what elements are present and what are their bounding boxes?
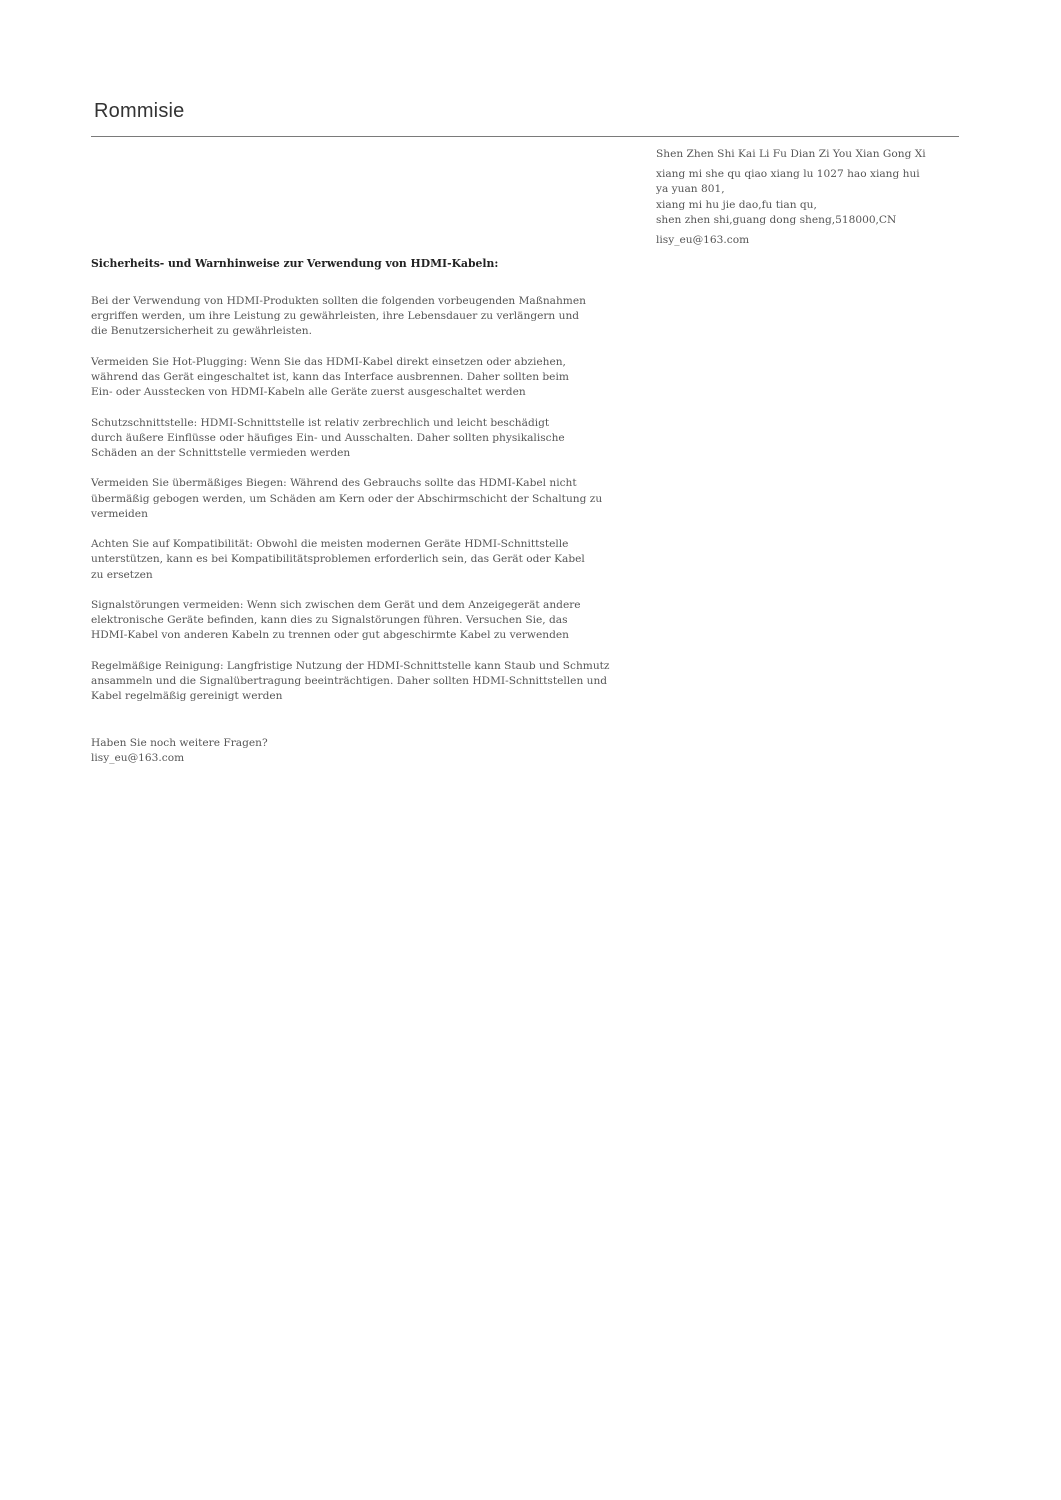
bending-paragraph: Vermeiden Sie übermäßiges Biegen: Während des Gebrauchs sollte das HDMI-Kabel nicht übermäßig gebogen werden, um Schäden am Kern oder der Abschirmschicht der Schaltung zu vermeiden: [91, 477, 603, 520]
contact-block: [91, 736, 268, 766]
sender-address-line: xiang mi hu jie dao,fu tian qu,: [656, 198, 817, 211]
interface-protection-paragraph: Schutzschnittstelle: HDMI-Schnittstelle ist relativ zerbrechlich und leicht beschädigt durch äußere Einflüsse oder häufiges Ein- und Ausschalten. Daher sollten physikalische Schäden an der Schnittstelle vermieden werden: [91, 416, 565, 459]
cleaning-paragraph: Regelmäßige Reinigung: Langfristige Nutzung der HDMI-Schnittstelle kann Staub und Schmutz ansammeln und die Signalübertragung beeinträchtigen. Daher sollten HDMI-Schnittstellen und Kabel regelmäßig gereinigt werden: [91, 659, 610, 703]
contact-email: lisy_eu@163.com: [91, 752, 185, 765]
compatibility-paragraph: Achten Sie auf Kompatibilität: Obwohl die meisten modernen Geräte HDMI-Schnittstelle unterstützen, kann es bei Kompatibilitätsproblemen erforderlich sein, das Gerät oder Kabel zu ersetzen: [91, 538, 585, 581]
sender-address-line: shen zhen shi,guang dong sheng,518000,CN: [656, 213, 897, 226]
sender-address-line: xiang mi she qu qiao xiang lu 1027 hao xiang hui: [656, 168, 920, 181]
document-body: [91, 294, 651, 720]
header-divider: [91, 136, 959, 137]
document-heading: Sicherheits- und Warnhinweise zur Verwendung von HDMI-Kabeln:: [91, 257, 499, 270]
sender-email: lisy_eu@163.com: [656, 234, 750, 247]
contact-question: Haben Sie noch weitere Fragen?: [91, 737, 268, 749]
sender-address-block: [656, 147, 961, 248]
signal-interference-paragraph: Signalstörungen vermeiden: Wenn sich zwischen dem Gerät und dem Anzeigegerät andere elektronische Geräte befinden, kann dies zu Signalstörungen führen. Versuchen Sie, das HDMI-Kabel von anderen Kabeln zu trennen oder gut abgeschirmte Kabel zu verwenden: [91, 598, 581, 642]
intro-paragraph: Bei der Verwendung von HDMI-Produkten sollten die folgenden vorbeugenden Maßnahmen ergriffen werden, um ihre Leistung zu gewährleisten, ihre Lebensdauer zu verlängern und die Benutzersicherheit zu gewährleisten.: [91, 295, 586, 338]
sender-company: Shen Zhen Shi Kai Li Fu Dian Zi You Xian Gong Xi: [656, 148, 926, 160]
brand-title: Rommisie: [94, 100, 185, 122]
sender-address-line: ya yuan 801,: [656, 183, 725, 196]
hot-plugging-paragraph: Vermeiden Sie Hot-Plugging: Wenn Sie das HDMI-Kabel direkt einsetzen oder abziehen, während das Gerät eingeschaltet ist, kann das Interface ausbrennen. Daher sollten beim Ein- oder Ausstecken von HDMI-Kabeln alle Geräte zuerst ausgeschaltet werden: [91, 355, 569, 399]
